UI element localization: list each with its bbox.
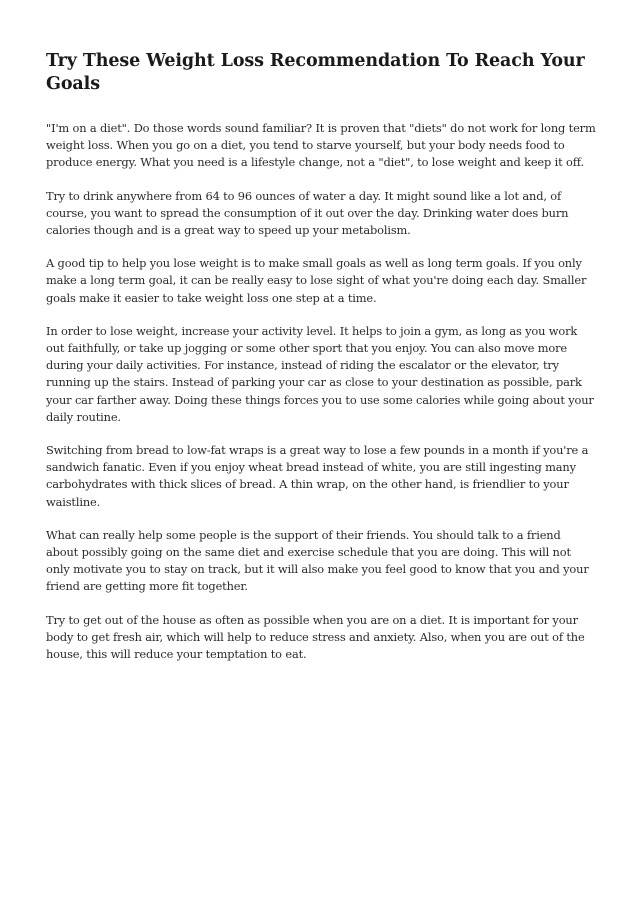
paragraph-2: Try to drink anywhere from 64 to 96 ounces of water a day. It might sound like a lot and, of course, you want to spread the consumption of it out over the day. Drinking water does burn calories though and is a great way to speed up your metabolism. bbox=[46, 188, 569, 238]
document-title: Try These Weight Loss Recommendation To Reach Your Goals bbox=[46, 51, 585, 94]
document-page bbox=[46, 50, 596, 679]
paragraph-4: In order to lose weight, increase your activity level. It helps to join a gym, as long as you work out faithfully, or take up jogging or some other sport that you enjoy. You can also move more during your daily activities. For instance, instead of riding the escalator or the elevator, try running up the stairs. Instead of parking your car as close to your destination as possible, park your car farther away. Doing these things forces you to use some calories while going about your daily routine. bbox=[46, 323, 594, 424]
paragraph-3: A good tip to help you lose weight is to make small goals as well as long term goals. If you only make a long term goal, it can be really easy to lose sight of what you're doing each day. Smaller goals make it easier to take weight loss one step at a time. bbox=[46, 256, 587, 305]
paragraph-5: Switching from bread to low-fat wraps is a great way to lose a few pounds in a month if you're a sandwich fanatic. Even if you enjoy wheat bread instead of white, you are still ingesting many carbohydrates with thick slices of bread. A thin wrap, on the other hand, is friendlier to your waistline. bbox=[46, 443, 589, 509]
paragraph-6: What can really help some people is the support of their friends. You should talk to a friend about possibly going on the same diet and exercise schedule that you are doing. This will not only motivate you to stay on track, but it will also make you feel good to know that you and your friend are getting more fit together. bbox=[46, 527, 589, 594]
paragraph-1: "I'm on a diet". Do those words sound familiar? It is proven that "diets" do not work for long term weight loss. When you go on a diet, you tend to starve yourself, but your body needs food to produce energy. What you need is a lifestyle change, not a "diet", to lose weight and keep it off. bbox=[46, 121, 596, 170]
paragraph-7: Try to get out of the house as often as possible when you are on a diet. It is important for your body to get fresh air, which will help to reduce stress and anxiety. Also, when you are out of the house, this will reduce your temptation to eat. bbox=[46, 612, 585, 662]
